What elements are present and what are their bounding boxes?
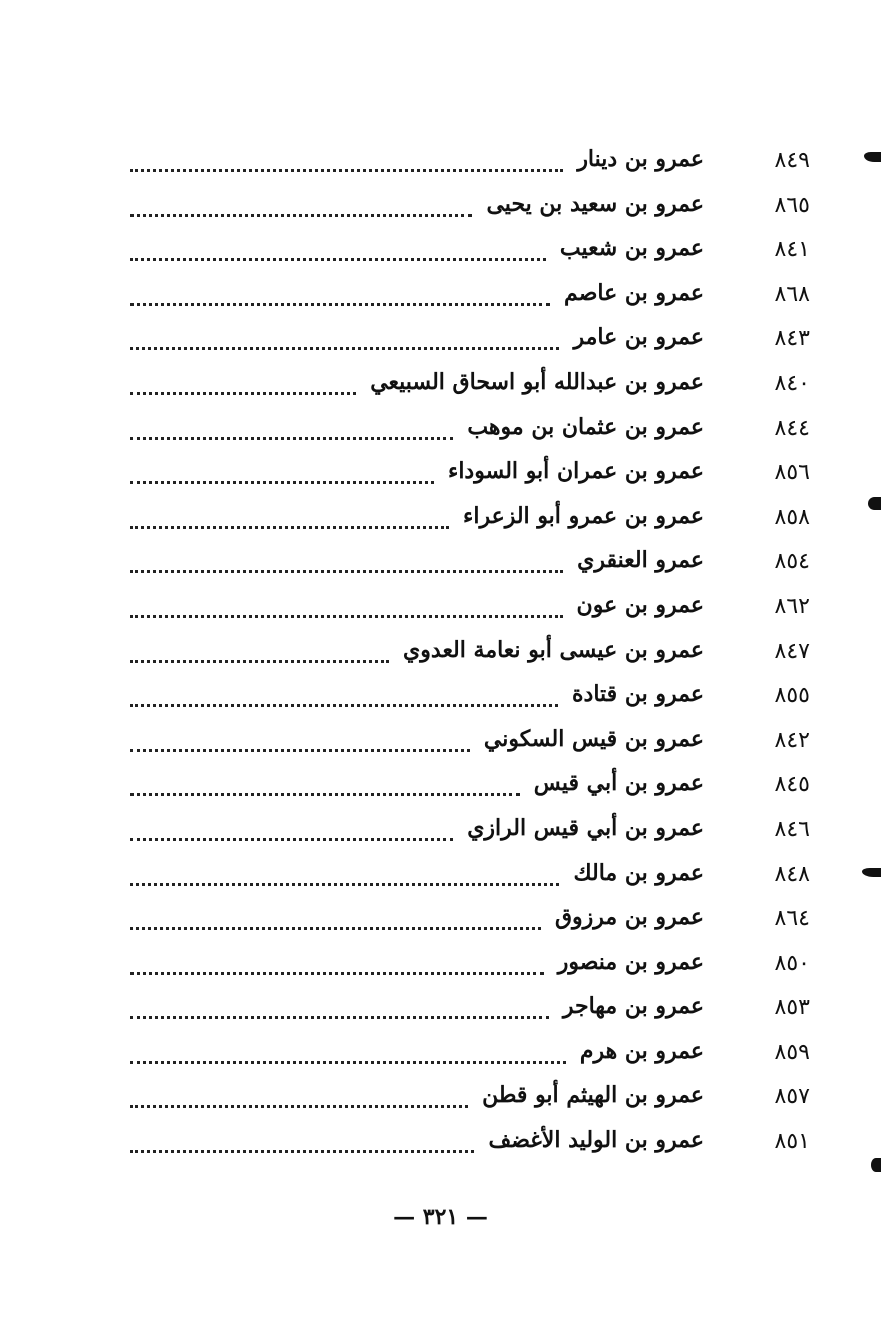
entry-name: عمرو بن عمران أبو السوداء	[447, 458, 704, 485]
scan-mark	[864, 152, 881, 162]
index-entry	[130, 408, 810, 453]
entry-number: ٨٦٥	[774, 192, 810, 218]
entry-name: عمرو بن منصور	[557, 948, 704, 975]
entry-number: ٨٥٣	[774, 995, 810, 1021]
leader-dots	[130, 1086, 468, 1108]
entry-name: عمرو بن مالك	[573, 859, 704, 886]
leader-dots	[130, 284, 550, 306]
leader-dots	[130, 328, 559, 350]
index-entry	[130, 318, 810, 363]
index-entry	[130, 1032, 810, 1077]
leader-dots	[130, 373, 356, 395]
scan-mark	[862, 868, 881, 877]
entry-name: عمرو بن عامر	[573, 324, 704, 351]
entry-number: ٨٥٦	[774, 460, 810, 486]
leader-dots	[130, 462, 434, 484]
entry-number: ٨٦٢	[774, 593, 810, 619]
entry-name: عمرو بن عيسى أبو نعامة العدوي	[403, 636, 704, 663]
leader-dots	[130, 641, 389, 663]
index-entry	[130, 274, 810, 319]
entry-name: عمرو بن عون	[576, 591, 704, 618]
entry-name: عمرو بن دينار	[577, 146, 704, 172]
entry-number: ٨٤٠	[774, 370, 810, 396]
entry-number: ٨٥٥	[774, 683, 810, 709]
entry-name: عمرو بن أبي قيس	[533, 770, 704, 797]
leader-dots	[130, 1042, 566, 1064]
index-entry	[130, 631, 810, 676]
entry-number: ٨٤٦	[774, 816, 810, 842]
leader-dots	[130, 150, 563, 172]
index-entry	[130, 1121, 810, 1166]
entry-number: ٨٤١	[774, 237, 810, 263]
leader-dots	[130, 908, 541, 930]
leader-dots	[130, 239, 546, 261]
entry-number: ٨٤٥	[774, 772, 810, 798]
index-entry	[130, 898, 810, 943]
index-entry	[130, 497, 810, 542]
entry-name: عمرو بن هرم	[579, 1037, 704, 1064]
index-entry	[130, 229, 810, 274]
entry-number: ٨٥٠	[774, 950, 810, 976]
entry-number: ٨٤٧	[774, 638, 810, 664]
index-list	[130, 140, 810, 1166]
entry-number: ٨٥١	[774, 1129, 810, 1155]
entry-name: عمرو بن الوليد الأغضف	[488, 1127, 704, 1154]
index-entry	[130, 987, 810, 1032]
leader-dots	[130, 507, 449, 529]
index-entry	[130, 720, 810, 765]
entry-number: ٨٥٤	[774, 549, 810, 575]
index-entry	[130, 185, 810, 230]
index-entry	[130, 140, 810, 185]
scan-mark	[871, 1158, 881, 1172]
leader-dots	[130, 774, 520, 796]
page-number: — ٣٢١ —	[393, 1204, 488, 1230]
leader-dots	[130, 997, 549, 1019]
leader-dots	[130, 819, 453, 841]
entry-number: ٨٤٩	[774, 148, 810, 173]
entry-number: ٨٦٤	[774, 906, 810, 932]
index-entry	[130, 363, 810, 408]
entry-name: عمرو بن عمرو أبو الزعراء	[462, 502, 704, 529]
leader-dots	[130, 730, 470, 752]
index-entry	[130, 541, 810, 586]
entry-name: عمرو بن قتادة	[572, 681, 704, 708]
leader-dots	[130, 418, 453, 440]
index-entry	[130, 854, 810, 899]
entry-number: ٨٤٤	[774, 415, 810, 441]
entry-name: عمرو بن عبدالله أبو اسحاق السبيعي	[370, 368, 704, 395]
entry-number: ٨٤٨	[774, 861, 810, 887]
leader-dots	[130, 551, 563, 573]
leader-dots	[130, 953, 544, 975]
leader-dots	[130, 1131, 474, 1153]
entry-name: عمرو بن سعيد بن يحيى	[486, 190, 704, 217]
entry-name: عمرو العنقري	[577, 547, 704, 574]
index-entry	[130, 943, 810, 988]
entry-name: عمرو بن عاصم	[564, 279, 704, 306]
index-entry	[130, 675, 810, 720]
leader-dots	[130, 685, 558, 707]
entry-name: عمرو بن الهيثم أبو قطن	[482, 1082, 704, 1109]
entry-name: عمرو بن مهاجر	[562, 993, 704, 1020]
index-entry	[130, 452, 810, 497]
entry-name: عمرو بن شعيب	[559, 235, 704, 262]
leader-dots	[130, 195, 472, 217]
index-entry	[130, 764, 810, 809]
entry-number: ٨٥٨	[774, 504, 810, 530]
leader-dots	[130, 864, 559, 886]
leader-dots	[130, 596, 563, 618]
entry-number: ٨٥٩	[774, 1039, 810, 1065]
entry-number: ٨٤٢	[774, 727, 810, 753]
index-entry	[130, 586, 810, 631]
entry-number: ٨٤٣	[774, 326, 810, 352]
entry-number: ٨٥٧	[774, 1084, 810, 1110]
index-entry	[130, 809, 810, 854]
entry-name: عمرو بن عثمان بن موهب	[467, 413, 704, 440]
entry-name: عمرو بن أبي قيس الرازي	[467, 814, 704, 841]
entry-name: عمرو بن مرزوق	[554, 904, 704, 931]
scan-mark	[868, 497, 881, 510]
entry-number: ٨٦٨	[774, 281, 810, 307]
entry-name: عمرو بن قيس السكوني	[483, 725, 704, 752]
index-entry	[130, 1076, 810, 1121]
